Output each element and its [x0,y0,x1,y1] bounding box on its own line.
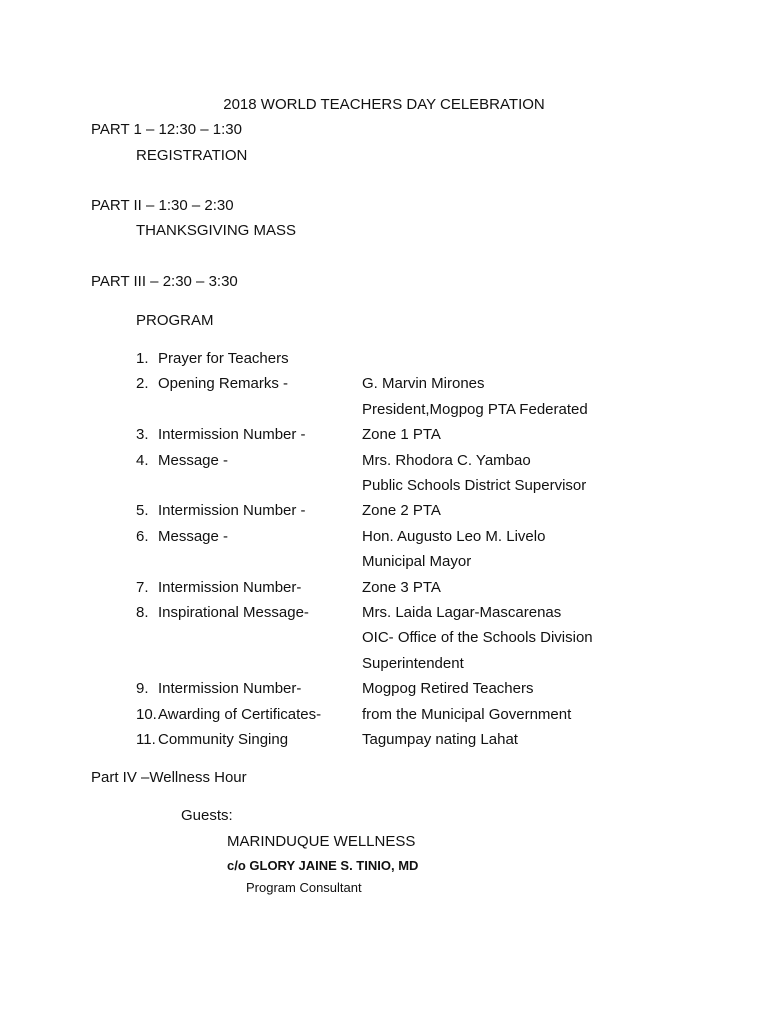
list-item-number: 4. [136,452,149,469]
list-item-number: 2. [136,375,149,392]
part-1-activity: REGISTRATION [136,147,248,164]
list-item-number: 11. [136,731,156,748]
part-2-activity: THANKSGIVING MASS [136,222,297,239]
list-item-number: 3. [136,426,149,443]
list-item-number: 8. [136,604,149,621]
list-item-detail: Zone 1 PTA [362,426,441,443]
list-item-label: Intermission Number- [158,579,302,596]
list-item-label: Intermission Number - [158,502,306,519]
part-1-heading: PART 1 – 12:30 – 1:30 [91,121,242,138]
list-item-label: Intermission Number- [158,680,302,697]
list-item-label: Message - [158,528,229,545]
document-title: 2018 WORLD TEACHERS DAY CELEBRATION [223,96,545,113]
list-item-label: Opening Remarks - [158,375,289,392]
list-item-label: Community Singing [158,731,289,748]
part-3-heading: PART III – 2:30 – 3:30 [91,273,238,290]
list-item-label: Inspirational Message- [158,604,309,621]
list-item-detail: Superintendent [362,655,464,672]
part-2-heading: PART II – 1:30 – 2:30 [91,197,234,214]
list-item-detail: from the Municipal Government [362,706,572,723]
part-3-activity: PROGRAM [136,312,214,329]
list-item-detail: Mrs. Rhodora C. Yambao [362,452,531,469]
list-item-label: Prayer for Teachers [158,350,289,367]
guest-organization: MARINDUQUE WELLNESS [227,833,416,850]
list-item-label: Message - [158,452,229,469]
list-item-number: 9. [136,680,149,697]
guest-contact: c/o GLORY JAINE S. TINIO, MD [227,858,419,873]
list-item-number: 1. [136,350,149,367]
list-item-detail: Municipal Mayor [362,553,472,570]
list-item-label: Intermission Number - [158,426,306,443]
list-item-number: 10. [136,706,157,723]
part-4-heading: Part IV –Wellness Hour [91,769,247,786]
list-item-detail: Zone 2 PTA [362,502,441,519]
list-item-detail: OIC- Office of the Schools Division [362,629,593,646]
list-item-number: 7. [136,579,149,596]
guest-role: Program Consultant [246,880,362,895]
list-item-detail: G. Marvin Mirones [362,375,485,392]
list-item-detail: Hon. Augusto Leo M. Livelo [362,528,546,545]
list-item-detail: Tagumpay nating Lahat [362,731,518,748]
list-item-detail: Mrs. Laida Lagar-Mascarenas [362,604,562,621]
list-item-number: 5. [136,502,149,519]
list-item-label: Awarding of Certificates- [158,706,322,723]
list-item-number: 6. [136,528,149,545]
list-item-detail: Mogpog Retired Teachers [362,680,534,697]
list-item-detail: Zone 3 PTA [362,579,441,596]
guests-label: Guests: [181,807,233,824]
list-item-detail: President,Mogpog PTA Federated [362,401,588,418]
list-item-detail: Public Schools District Supervisor [362,477,587,494]
